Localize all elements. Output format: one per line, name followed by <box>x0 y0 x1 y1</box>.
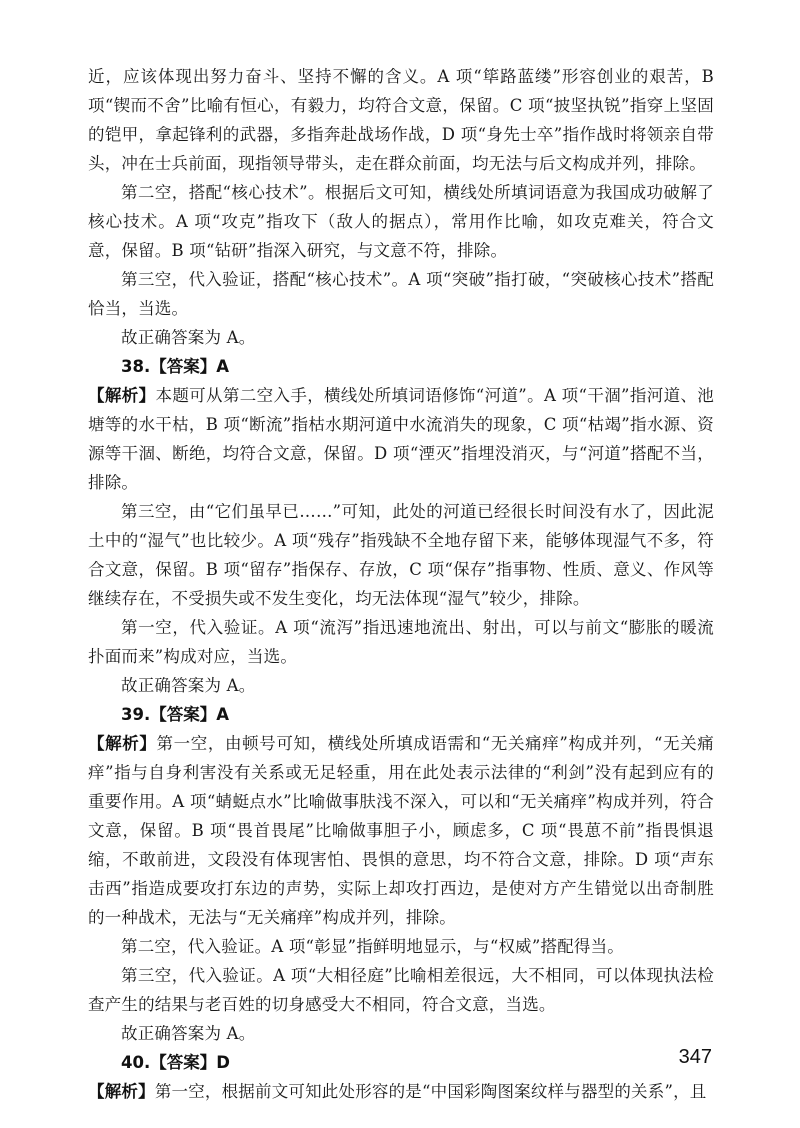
paragraph-third-blank-38: 第三空，由“它们虽早已……”可知，此处的河道已经很长时间没有水了，因此泥土中的“湿气”也比较少。A 项“残存”指残缺不全地存留下来，能够体现湿气不多，符合文意，保留。B 项“留存”指保存、存放，C 项“保存”指事物、性质、意义、作风等继续存在，不受损失或不发生变化，均无法体现“湿气”较少，排除。 <box>88 502 714 608</box>
paragraph-second-blank-37: 第二空，搭配“核心技术”。根据后文可知，横线处所填词语意为我国成功破解了核心技术。A 项“攻克”指攻下（敌人的据点），常用作比喻，如攻克难关，符合文意，保留。B 项“钻研”指深入研究，与文意不符，排除。 <box>88 183 714 260</box>
question-number: 39. <box>121 705 151 724</box>
answer-conclusion-39: 故正确答案为 A。 <box>121 1024 256 1043</box>
answer-letter: D <box>216 1053 230 1072</box>
answer-tag: 【答案】 <box>150 357 217 376</box>
paragraph-first-blank-38: 第一空，代入验证。A 项“流泻”指迅速地流出、射出，可以与前文“膨胀的暖流扑面而来”构成对应，当选。 <box>88 618 714 666</box>
answer-conclusion-38: 故正确答案为 A。 <box>121 676 256 695</box>
page-content <box>88 62 714 1106</box>
paragraph-continued: 近，应该体现出努力奋斗、坚持不懈的含义。A 项“筚路蓝缕”形容创业的艰苦，B 项“锲而不舍”比喻有恒心，有毅力，均符合文意，保留。C 项“披坚执锐”指穿上坚固的铠甲，拿起锋利的武器，多指奔赴战场作战，D 项“身先士卒”指作战时将领亲自带头，冲在士兵前面，现指领导带头，走在群众前面，均无法与后文构成并列，排除。 <box>88 67 714 173</box>
analysis-39 <box>88 729 714 932</box>
question-number: 40. <box>121 1053 151 1072</box>
answer-tag: 【答案】 <box>150 705 217 724</box>
question-40-answer <box>88 1048 714 1077</box>
paragraph-third-blank-39: 第三空，代入验证。A 项“大相径庭”比喻相差很远，大不相同，可以体现执法检查产生的结果与老百姓的切身感受大不相同，符合文意，当选。 <box>88 966 714 1014</box>
answer-tag: 【答案】 <box>150 1053 217 1072</box>
analysis-text: 第一空，根据前文可知此处形容的是“中国彩陶图案纹样与器型的关系”，且 <box>154 1082 707 1101</box>
paragraph-third-blank-37: 第三空，代入验证，搭配“核心技术”。A 项“突破”指打破，“突破核心技术”搭配恰当，当选。 <box>88 270 714 318</box>
analysis-40 <box>88 1077 714 1106</box>
analysis-tag: 【解析】 <box>88 734 157 753</box>
analysis-text: 本题可从第二空入手，横线处所填词语修饰“河道”。A 项“干涸”指河道、池塘等的水干枯，B 项“断流”指枯水期河道中水流消失的现象，C 项“枯竭”指水源、资源等干涸、断绝，均符合文意，保留。D 项“湮灭”指埋没消灭，与“河道”搭配不当，排除。 <box>88 386 714 492</box>
analysis-tag: 【解析】 <box>88 1082 155 1101</box>
answer-letter: A <box>216 357 230 376</box>
analysis-text: 第一空，由顿号可知，横线处所填成语需和“无关痛痒”构成并列，“无关痛痒”指与自身利害没有关系或无足轻重，用在此处表示法律的“利剑”没有起到应有的重要作用。A 项“蜻蜓点水”比喻做事肤浅不深入，可以和“无关痛痒”构成并列，符合文意，保留。B 项“畏首畏尾”比喻做事胆子小，顾虑多，C 项“畏葸不前”指畏惧退缩，不敢前进，文段没有体现害怕、畏惧的意思，均不符合文意，排除。D 项“声东击西”指造成要攻打东边的声势，实际上却攻打西边，是使对方产生错觉以出奇制胜的一种战术，无法与“无关痛痒”构成并列，排除。 <box>88 734 714 927</box>
analysis-tag: 【解析】 <box>88 386 156 405</box>
answer-conclusion-37: 故正确答案为 A。 <box>121 328 256 347</box>
question-38-answer <box>88 352 714 381</box>
answer-letter: A <box>216 705 230 724</box>
paragraph-second-blank-39: 第二空，代入验证。A 项“彰显”指鲜明地显示，与“权威”搭配得当。 <box>121 937 625 956</box>
analysis-38 <box>88 381 714 497</box>
question-number: 38. <box>121 357 151 376</box>
page-number: 347 <box>678 1046 712 1068</box>
question-39-answer <box>88 700 714 729</box>
